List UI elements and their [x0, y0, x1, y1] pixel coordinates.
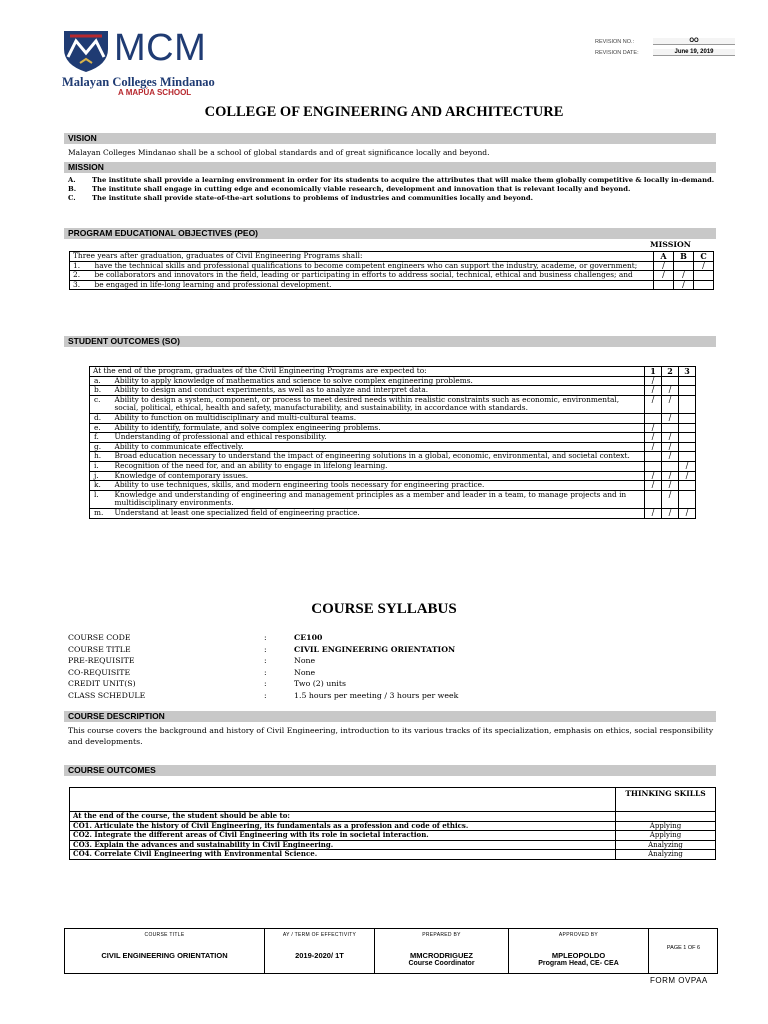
so-letter: b.	[90, 386, 112, 396]
so-row	[90, 433, 696, 443]
footer-box	[64, 928, 718, 974]
peo-mark	[694, 280, 714, 290]
so-mark	[645, 490, 662, 508]
revision-no-label: REVISION NO.:	[595, 38, 635, 45]
mission-text: The institute shall engage in cutting edge and economically viable research, development and innovation that is relevant locally and beyond.	[92, 185, 631, 193]
course-info-row	[68, 655, 458, 667]
footer-page-value: PAGE 1 OF 6	[666, 945, 701, 951]
footer-ay	[265, 929, 375, 973]
peo-text: be engaged in life-long learning and professional development.	[92, 280, 654, 290]
footer-course-title-value: CIVIL ENGINEERING ORIENTATION	[101, 951, 228, 960]
so-mark: /	[679, 471, 696, 481]
peo-col-header: A	[654, 252, 674, 262]
peo-col-header: B	[674, 252, 694, 262]
mission-item	[68, 194, 718, 203]
co-header-blank	[70, 788, 616, 812]
so-mark: /	[645, 376, 662, 386]
so-mark: /	[662, 442, 679, 452]
course-info-key: COURSE CODE	[68, 633, 131, 642]
course-info-key: CREDIT UNIT(S)	[68, 679, 136, 688]
so-table	[89, 366, 696, 519]
peo-mark	[654, 280, 674, 290]
course-info-value: CE100	[294, 633, 323, 642]
mission-text: The institute shall provide state-of-the-art solutions to problems of industries and communities locally and beyond.	[92, 194, 533, 202]
co-text: CO1. Articulate the history of Civil Engineering, its fundamentals as a profession and code of ethics.	[70, 821, 616, 831]
course-info-row	[68, 678, 458, 690]
so-col-header: 3	[679, 367, 696, 377]
course-info-row	[68, 644, 458, 656]
peo-mark: /	[654, 261, 674, 271]
course-description-heading: COURSE DESCRIPTION	[64, 711, 716, 722]
course-info-value: Two (2) units	[294, 679, 346, 688]
college-title: COLLEGE OF ENGINEERING AND ARCHITECTURE	[204, 104, 564, 120]
course-outcomes-table	[69, 787, 716, 860]
mission-item	[68, 185, 718, 194]
course-info-row	[68, 690, 458, 702]
so-letter: h.	[90, 452, 112, 462]
co-text: CO3. Explain the advances and sustainability in Civil Engineering.	[70, 840, 616, 850]
so-text: Ability to identify, formulate, and solve complex engineering problems.	[112, 423, 645, 433]
so-mark	[679, 490, 696, 508]
so-col-header: 2	[662, 367, 679, 377]
so-letter: j.	[90, 471, 112, 481]
so-letter: e.	[90, 423, 112, 433]
so-letter: f.	[90, 433, 112, 443]
course-info-key: CO-REQUISITE	[68, 667, 131, 677]
so-mark: /	[662, 490, 679, 508]
footer-ay-label: AY / TERM OF EFFECTIVITY	[282, 932, 357, 938]
course-info-key: PRE-REQUISITE	[68, 656, 135, 665]
peo-text: be collaborators and innovators in the field, leading or participating in efforts to address social, technical, ethical and business challenges; and	[92, 271, 654, 281]
so-mark	[645, 461, 662, 471]
course-info-value: None	[294, 667, 316, 677]
vision-text: Malayan Colleges Mindanao shall be a school of global standards and of great significance locally and beyond.	[68, 148, 490, 157]
so-mark: /	[662, 413, 679, 423]
course-info-key: COURSE TITLE	[68, 644, 131, 654]
footer-course-title-label: COURSE TITLE	[144, 932, 185, 938]
so-mark	[679, 376, 696, 386]
footer-prepared-role: Course Coordinator	[408, 960, 475, 967]
peo-mark: /	[654, 271, 674, 281]
footer-page	[649, 929, 718, 973]
mission-heading: MISSION	[64, 162, 716, 173]
so-mark: /	[662, 471, 679, 481]
so-mark: /	[645, 423, 662, 433]
footer-prepared-label: PREPARED BY	[422, 932, 461, 938]
so-header-row	[90, 367, 696, 377]
so-mark: /	[662, 452, 679, 462]
so-letter: k.	[90, 481, 112, 491]
so-row	[90, 395, 696, 413]
co-header-row	[70, 788, 716, 812]
so-text: Understand at least one specialized field of engineering practice.	[112, 508, 645, 518]
peo-text: have the technical skills and professional qualifications to become competent engineers who can support the industry, academe, or government;	[92, 261, 654, 271]
peo-col-header: C	[694, 252, 714, 262]
peo-header-row	[70, 252, 714, 262]
so-mark: /	[662, 481, 679, 491]
peo-mark: /	[674, 280, 694, 290]
so-intro: At the end of the program, graduates of the Civil Engineering Programs are expected to:	[90, 367, 645, 377]
peo-intro: Three years after graduation, graduates of Civil Engineering Programs shall:	[70, 252, 654, 262]
course-info-row	[68, 632, 458, 644]
logo-subtitle: A MAPÚA SCHOOL	[118, 88, 192, 97]
course-info	[68, 632, 458, 701]
so-text: Ability to apply knowledge of mathematics and science to solve complex engineering problems.	[112, 376, 645, 386]
so-letter: l.	[90, 490, 112, 508]
so-text: Recognition of the need for, and an ability to engage in lifelong learning.	[112, 461, 645, 471]
so-text: Knowledge of contemporary issues.	[112, 471, 645, 481]
peo-number: 2.	[70, 271, 92, 281]
footer-approved-name: MPLEOPOLDO	[551, 951, 606, 960]
co-intro: At the end of the course, the student should be able to:	[70, 812, 616, 822]
so-row	[90, 461, 696, 471]
shield-icon	[62, 27, 110, 73]
syllabus-title: COURSE SYLLABUS	[311, 601, 457, 617]
co-text: CO2. Integrate the different areas of Civil Engineering with its role in societal interaction.	[70, 831, 616, 841]
course-info-value: CIVIL ENGINEERING ORIENTATION	[294, 644, 456, 654]
peo-row	[70, 271, 714, 281]
logo-school-name: Malayan Colleges Mindanao	[62, 75, 215, 89]
so-text: Ability to function on multidisciplinary and multi-cultural teams.	[112, 413, 645, 423]
school-logo	[62, 27, 232, 97]
so-mark: /	[679, 461, 696, 471]
so-mark: /	[662, 433, 679, 443]
vision-heading: VISION	[64, 133, 716, 144]
course-info-colon: :	[264, 667, 267, 677]
mission-letter: C.	[68, 194, 76, 202]
so-mark	[679, 386, 696, 396]
footer-ay-value: 2019-2020/ 1T	[295, 951, 344, 960]
mission-item	[68, 176, 718, 185]
peo-number: 1.	[70, 261, 92, 271]
co-intro-blank	[616, 812, 716, 822]
so-mark: /	[645, 433, 662, 443]
footer-course-title	[65, 929, 265, 973]
footer-approved-label: APPROVED BY	[558, 932, 599, 938]
revision-box	[595, 36, 735, 58]
so-mark	[679, 413, 696, 423]
so-text: Understanding of professional and ethical responsibility.	[112, 433, 645, 443]
so-mark	[679, 442, 696, 452]
so-letter: c.	[90, 395, 112, 413]
so-mark: /	[662, 395, 679, 413]
co-intro-row	[70, 812, 716, 822]
so-mark: /	[645, 508, 662, 518]
so-mark: /	[662, 386, 679, 396]
so-heading: STUDENT OUTCOMES (SO)	[64, 336, 716, 347]
peo-heading: PROGRAM EDUCATIONAL OBJECTIVES (PEO)	[64, 228, 716, 239]
logo-abbreviation: MCM	[114, 27, 207, 69]
so-letter: d.	[90, 413, 112, 423]
so-mark	[645, 413, 662, 423]
co-row	[70, 850, 716, 860]
so-text: Ability to design and conduct experiments, as well as to analyze and interpret data.	[112, 386, 645, 396]
co-skill: Analyzing	[616, 850, 716, 860]
co-skill: Applying	[616, 821, 716, 831]
so-mark: /	[645, 395, 662, 413]
course-info-colon: :	[264, 633, 267, 642]
so-mark	[662, 461, 679, 471]
revision-date-value: June 19, 2019	[653, 49, 735, 56]
course-info-row	[68, 667, 458, 679]
so-mark: /	[645, 481, 662, 491]
so-mark	[679, 481, 696, 491]
so-text: Ability to use techniques, skills, and modern engineering tools necessary for engineering practice.	[112, 481, 645, 491]
so-row	[90, 386, 696, 396]
co-text: CO4. Correlate Civil Engineering with Environmental Science.	[70, 850, 616, 860]
co-skill: Analyzing	[616, 840, 716, 850]
co-skills-label: THINKING SKILLS	[616, 788, 716, 812]
so-text: Ability to design a system, component, or process to meet desired needs within realistic constraints such as economic, environmental, social, political, ethical, health and safety, manufacturability, and sustainability, in accordance with standards.	[112, 395, 645, 413]
peo-mark: /	[694, 261, 714, 271]
so-letter: m.	[90, 508, 112, 518]
so-row	[90, 452, 696, 462]
course-info-colon: :	[264, 656, 267, 665]
mission-list	[68, 176, 718, 203]
so-row	[90, 490, 696, 508]
mission-letter: A.	[68, 176, 76, 184]
so-text: Knowledge and understanding of engineering and management principles as a member and leader in a team, to manage projects and in multidisciplinary environments.	[112, 490, 645, 508]
so-mark: /	[662, 508, 679, 518]
co-skill: Applying	[616, 831, 716, 841]
footer-prepared-name: MMCRODRIGUEZ	[410, 951, 473, 960]
so-row	[90, 481, 696, 491]
so-mark: /	[645, 386, 662, 396]
footer-approved-role: Program Head, CE- CEA	[538, 960, 619, 967]
so-mark: /	[645, 471, 662, 481]
peo-row	[70, 280, 714, 290]
course-info-colon: :	[264, 690, 267, 700]
so-letter: i.	[90, 461, 112, 471]
mission-text: The institute shall provide a learning environment in order for its students to acquire the attributes that will make them globally competitive & locally in-demand.	[92, 176, 715, 184]
revision-date-label: REVISION DATE:	[595, 49, 639, 56]
so-mark: /	[679, 508, 696, 518]
so-mark	[679, 452, 696, 462]
so-col-header: 1	[645, 367, 662, 377]
revision-no-value: OO	[653, 38, 735, 45]
so-text: Ability to communicate effectively.	[112, 442, 645, 452]
course-info-value: 1.5 hours per meeting / 3 hours per week	[294, 690, 459, 700]
so-row	[90, 413, 696, 423]
peo-number: 3.	[70, 280, 92, 290]
mission-letter: B.	[68, 185, 77, 193]
co-row	[70, 831, 716, 841]
course-description-text: This course covers the background and history of Civil Engineering, introduction to its various tracks of its specialization, emphasis on ethics, social responsibility and developments.	[68, 726, 714, 746]
so-row	[90, 508, 696, 518]
so-letter: a.	[90, 376, 112, 386]
so-mark	[645, 452, 662, 462]
course-outcomes-heading: COURSE OUTCOMES	[64, 765, 716, 776]
so-text: Broad education necessary to understand the impact of engineering solutions in a global, economic, environmental, and societal context.	[112, 452, 645, 462]
peo-mark	[694, 271, 714, 281]
course-info-colon: :	[264, 644, 267, 654]
so-mark	[679, 423, 696, 433]
so-mark: /	[645, 442, 662, 452]
peo-mark: /	[674, 271, 694, 281]
form-code: FORM OVPAA	[650, 976, 708, 985]
course-info-value: None	[294, 656, 316, 665]
footer-prepared	[375, 929, 509, 973]
footer-approved	[509, 929, 649, 973]
peo-table	[69, 251, 714, 290]
peo-mission-label: MISSION	[650, 240, 691, 249]
so-mark	[679, 395, 696, 413]
course-info-key: CLASS SCHEDULE	[68, 690, 146, 700]
course-info-colon: :	[264, 679, 267, 688]
so-letter: g.	[90, 442, 112, 452]
so-mark	[679, 433, 696, 443]
